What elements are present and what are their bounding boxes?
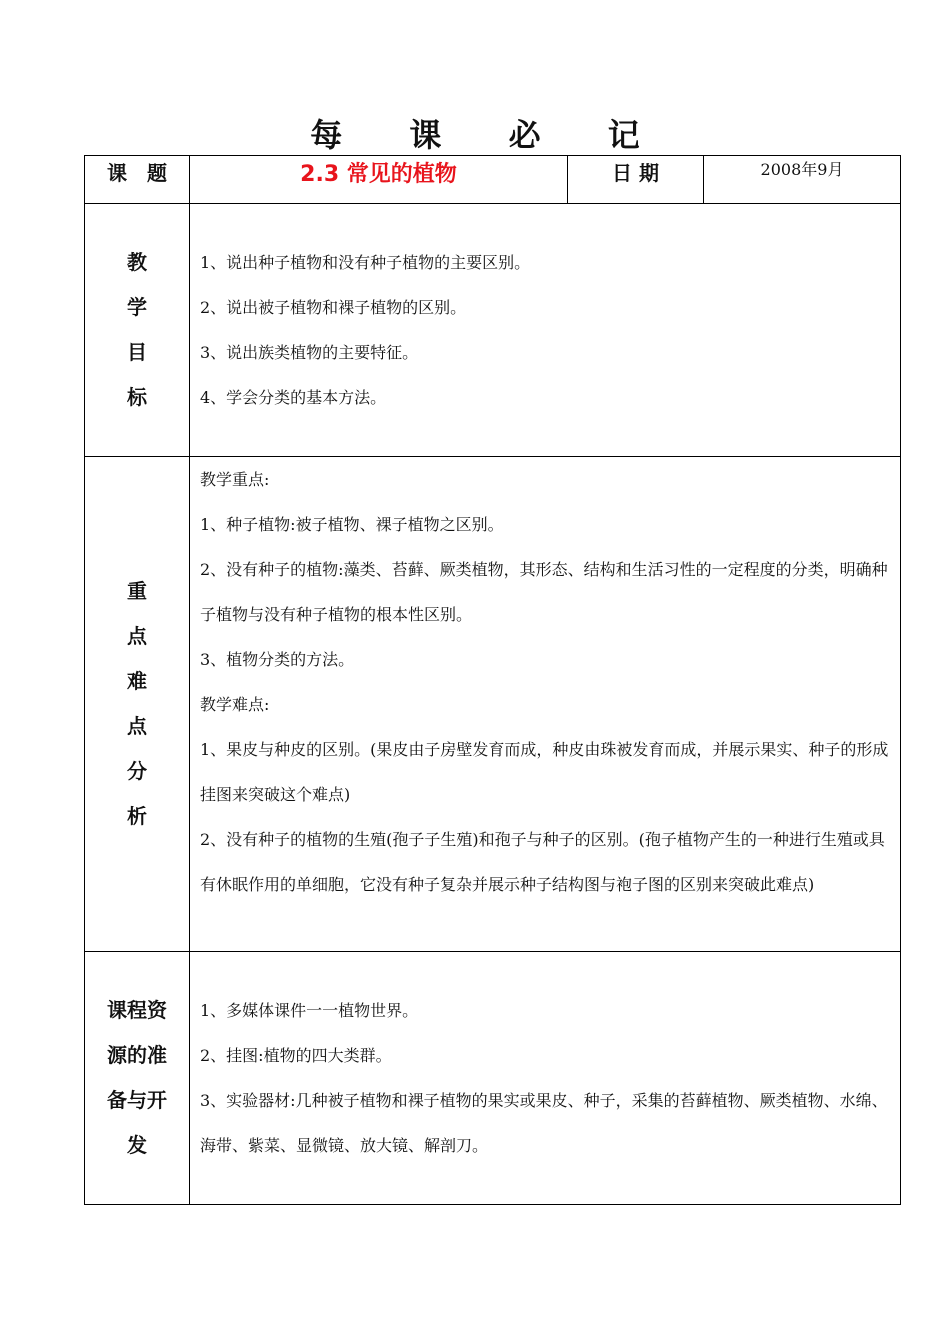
- analysis-line: 2、没有种子的植物的生殖(孢子子生殖)和孢子与种子的区别。(孢子植物产生的一种进行生殖或具有休眠作用的单细胞，它没有种子复杂并展示种子结构图与袍子图的区别来突破此难点): [200, 830, 885, 894]
- label-char: 点: [127, 714, 147, 738]
- label-char: 点: [127, 624, 147, 648]
- label-line: 备与开: [107, 1088, 167, 1112]
- document-title: 每 课 必 记: [310, 116, 668, 154]
- topic-value: 2.3 常见的植物: [190, 156, 568, 204]
- analysis-row: [85, 457, 901, 952]
- objective-item: 4、学会分类的基本方法。: [200, 388, 387, 407]
- label-char: 析: [127, 804, 147, 828]
- analysis-line: 教学难点:: [200, 695, 270, 714]
- label-char: 学: [127, 295, 147, 319]
- objective-item: 2、说出被子植物和裸子植物的区别。: [200, 298, 467, 317]
- analysis-line: 3、植物分类的方法。: [200, 650, 355, 669]
- analysis-line: 1、种子植物:被子植物、裸子植物之区别。: [200, 515, 504, 534]
- label-line: 源的准: [107, 1043, 167, 1067]
- resources-row: [85, 952, 901, 1205]
- date-label: 日 期: [568, 156, 704, 204]
- label-char: 目: [127, 340, 147, 364]
- resources-label: [85, 952, 190, 1205]
- analysis-label: [85, 457, 190, 952]
- resource-item: 1、多媒体课件一一植物世界。: [200, 1001, 419, 1020]
- label-char: 教: [127, 250, 147, 274]
- label-line: 课程资: [107, 998, 167, 1022]
- label-line: 发: [127, 1133, 147, 1157]
- analysis-line: 教学重点:: [200, 470, 270, 489]
- resources-content: [190, 952, 901, 1205]
- lesson-table: [84, 155, 901, 1205]
- objectives-content: [190, 204, 901, 457]
- resource-item: 2、挂图:植物的四大类群。: [200, 1046, 392, 1065]
- label-char: 标: [127, 385, 147, 409]
- label-char: 重: [127, 579, 147, 603]
- label-char: 分: [127, 759, 147, 783]
- analysis-line: 2、没有种子的植物:藻类、苔藓、厥类植物，其形态、结构和生活习性的一定程度的分类，明确种子植物与没有种子植物的根本性区别。: [200, 560, 888, 624]
- objectives-row: [85, 204, 901, 457]
- analysis-line: 1、果皮与种皮的区别。(果皮由子房壁发育而成，种皮由珠被发育而成，并展示果实、种子的形成挂图来突破这个难点): [200, 740, 889, 804]
- topic-label: 课 题: [85, 156, 190, 204]
- date-value: 2008年9月: [704, 156, 901, 204]
- objective-item: 3、说出族类植物的主要特征。: [200, 343, 419, 362]
- resource-item: 3、实验器材:几种被子植物和裸子植物的果实或果皮、种子，采集的苔藓植物、厥类植物、水绵、海带、紫菜、显微镜、放大镜、解剖刀。: [200, 1091, 888, 1155]
- objectives-label: [85, 204, 190, 457]
- analysis-content: [190, 457, 901, 952]
- label-char: 难: [127, 669, 147, 693]
- objective-item: 1、说出种子植物和没有种子植物的主要区别。: [200, 253, 531, 272]
- header-row: [85, 156, 901, 204]
